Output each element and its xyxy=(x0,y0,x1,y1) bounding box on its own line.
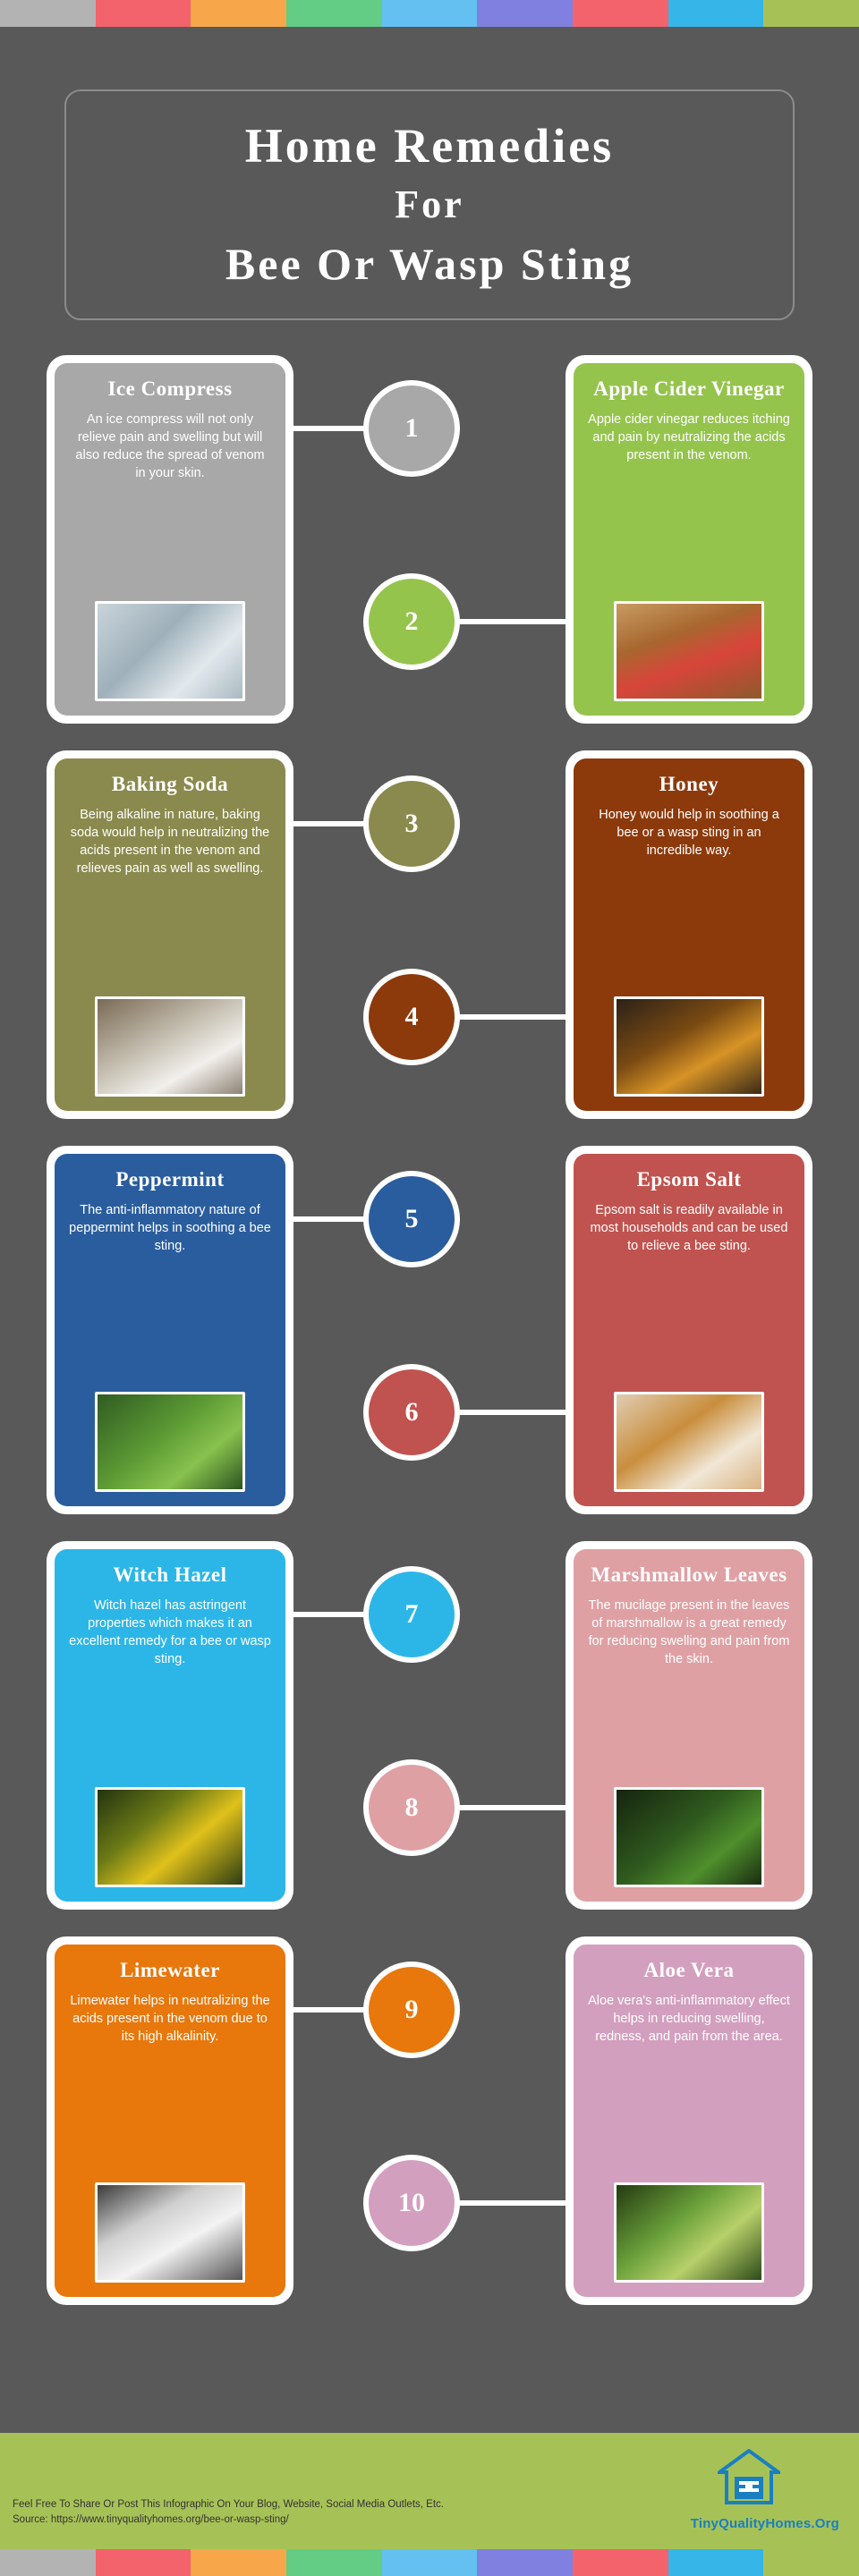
remedy-card-body xyxy=(574,758,804,1111)
remedy-card-7[interactable] xyxy=(47,1541,293,1910)
connector-line-right xyxy=(453,2200,569,2206)
baking-soda-photo xyxy=(95,996,245,1097)
remedy-description: Epsom salt is readily available in most households and can be used to relieve a bee sting. xyxy=(590,1203,788,1253)
remedy-row xyxy=(0,738,859,1131)
bottom-color-strip xyxy=(0,2549,859,2576)
witch-hazel-flower-photo xyxy=(95,1787,245,1887)
color-strip-segment-7 xyxy=(573,0,668,27)
connector-line-left xyxy=(293,821,370,826)
color-strip-segment-6 xyxy=(477,2549,573,2576)
remedy-card-body xyxy=(55,1945,285,2297)
color-strip-segment-9 xyxy=(763,0,859,27)
remedy-card-body xyxy=(55,758,285,1111)
honey-jar-photo xyxy=(614,996,764,1097)
connector-line-right xyxy=(453,619,569,624)
aloe-vera-photo xyxy=(614,2182,764,2283)
color-strip-segment-8 xyxy=(668,2549,764,2576)
remedy-description: Witch hazel has astringent properties which makes it an excellent remedy for a bee or wasp sting. xyxy=(69,1598,271,1666)
remedy-title: Limewater xyxy=(120,1959,220,1981)
remedy-description: Limewater helps in neutralizing the acids present in the venom due to its high alkalinity. xyxy=(70,1994,270,2044)
connector-line-left xyxy=(293,1216,370,1222)
remedy-row xyxy=(0,1924,859,2318)
color-strip-segment-5 xyxy=(382,0,478,27)
color-strip-segment-3 xyxy=(191,2549,286,2576)
site-logo[interactable] xyxy=(669,2447,839,2533)
page-title xyxy=(64,89,795,320)
remedy-card-body xyxy=(574,1945,804,2297)
remedy-description: The anti-inflammatory nature of peppermint helps in soothing a bee sting. xyxy=(69,1203,271,1253)
remedy-card-body xyxy=(574,1154,804,1506)
color-strip-segment-5 xyxy=(382,2549,478,2576)
color-strip-segment-4 xyxy=(286,2549,382,2576)
remedy-description: Aloe vera's anti-inflammatory effect helps in reducing swelling, redness, and pain from the area. xyxy=(588,1994,790,2044)
step-number-4: 4 xyxy=(363,969,460,1065)
footer-credits xyxy=(13,2497,444,2528)
photo-image xyxy=(98,1790,242,1885)
footer xyxy=(0,2433,859,2549)
remedy-card-1[interactable] xyxy=(47,355,293,724)
remedy-description: Being alkaline in nature, baking soda would help in neutralizing the acids present in the venom and relieves pain as well as swelling. xyxy=(70,808,270,876)
connector-line-right xyxy=(453,1805,569,1810)
house-icon xyxy=(718,2449,780,2504)
top-color-strip xyxy=(0,0,859,27)
step-number-2: 2 xyxy=(363,573,460,670)
remedy-card-8[interactable] xyxy=(566,1541,812,1910)
photo-image xyxy=(617,604,761,699)
step-number-6: 6 xyxy=(363,1364,460,1461)
photo-image xyxy=(617,1394,761,1489)
color-strip-segment-9 xyxy=(763,2549,859,2576)
limewater-bottle-photo xyxy=(95,2182,245,2283)
color-strip-segment-2 xyxy=(96,2549,191,2576)
peppermint-leaves-photo xyxy=(95,1392,245,1492)
connector-line-right xyxy=(453,1410,569,1415)
remedy-card-body xyxy=(55,363,285,716)
color-strip-segment-7 xyxy=(573,2549,668,2576)
step-number-7: 7 xyxy=(363,1566,460,1663)
connector-line-left xyxy=(293,1612,370,1617)
remedy-title: Epsom Salt xyxy=(636,1168,742,1191)
photo-image xyxy=(98,2185,242,2280)
remedy-card-6[interactable] xyxy=(566,1146,812,1514)
photo-image xyxy=(98,999,242,1094)
footer-line-2: Source: https://www.tinyqualityhomes.org/bee-or-wasp-sting/ xyxy=(13,2514,289,2525)
remedy-description: An ice compress will not only relieve pain and swelling but will also reduce the spread of venom in your skin. xyxy=(75,412,265,480)
remedy-title: Apple Cider Vinegar xyxy=(593,377,785,400)
title-line-1: Home Remedies xyxy=(244,119,615,173)
title-line-2: For xyxy=(395,182,464,226)
photo-image xyxy=(98,1394,242,1489)
remedy-row xyxy=(0,1133,859,1527)
footer-line-1: Feel Free To Share Or Post This Infographic On Your Blog, Website, Social Media Outlets, Etc. xyxy=(13,2499,444,2510)
remedy-title: Marshmallow Leaves xyxy=(591,1563,787,1586)
connector-line-left xyxy=(293,426,370,431)
remedy-card-body xyxy=(574,1549,804,1902)
remedy-description: Apple cider vinegar reduces itching and pain by neutralizing the acids present in the venom. xyxy=(588,412,790,462)
photo-image xyxy=(617,1790,761,1885)
color-strip-segment-1 xyxy=(0,2549,96,2576)
remedy-card-10[interactable] xyxy=(566,1936,812,2305)
remedy-title: Aloe Vera xyxy=(643,1959,735,1981)
color-strip-segment-2 xyxy=(96,0,191,27)
remedy-title: Honey xyxy=(659,773,719,795)
remedy-card-9[interactable] xyxy=(47,1936,293,2305)
step-number-9: 9 xyxy=(363,1962,460,2058)
remedy-row xyxy=(0,343,859,736)
remedy-title: Witch Hazel xyxy=(113,1563,227,1586)
color-strip-segment-6 xyxy=(477,0,573,27)
marshmallow-leaf-photo xyxy=(614,1787,764,1887)
title-line-3: Bee Or Wasp Sting xyxy=(225,239,634,289)
remedy-row xyxy=(0,1529,859,1922)
remedy-title: Peppermint xyxy=(115,1168,225,1191)
apples-photo xyxy=(614,601,764,701)
ice-cubes-photo xyxy=(95,601,245,701)
photo-image xyxy=(617,2185,761,2280)
remedy-card-body xyxy=(55,1154,285,1506)
photo-image xyxy=(617,999,761,1094)
connector-line-right xyxy=(453,1014,569,1020)
color-strip-segment-8 xyxy=(668,0,764,27)
remedy-description: Honey would help in soothing a bee or a wasp sting in an incredible way. xyxy=(599,808,779,858)
remedy-card-3[interactable] xyxy=(47,750,293,1119)
logo-text: TinyQualityHomes.Org xyxy=(690,2516,839,2531)
remedy-card-body xyxy=(55,1549,285,1902)
step-number-5: 5 xyxy=(363,1171,460,1267)
remedy-title: Ice Compress xyxy=(107,377,233,400)
photo-image xyxy=(98,604,242,699)
remedy-card-5[interactable] xyxy=(47,1146,293,1514)
connector-line-left xyxy=(293,2007,370,2012)
color-strip-segment-1 xyxy=(0,0,96,27)
remedy-description: The mucilage present in the leaves of marshmallow is a great remedy for reducing swelling and pain from the skin. xyxy=(588,1598,790,1666)
remedy-card-2[interactable] xyxy=(566,355,812,724)
remedy-title: Baking Soda xyxy=(111,773,229,795)
color-strip-segment-4 xyxy=(286,0,382,27)
epsom-salt-photo xyxy=(614,1392,764,1492)
remedy-card-body xyxy=(574,363,804,716)
step-number-8: 8 xyxy=(363,1759,460,1856)
step-number-3: 3 xyxy=(363,775,460,872)
step-number-10: 10 xyxy=(363,2155,460,2251)
remedy-card-4[interactable] xyxy=(566,750,812,1119)
step-number-1: 1 xyxy=(363,380,460,477)
color-strip-segment-3 xyxy=(191,0,286,27)
